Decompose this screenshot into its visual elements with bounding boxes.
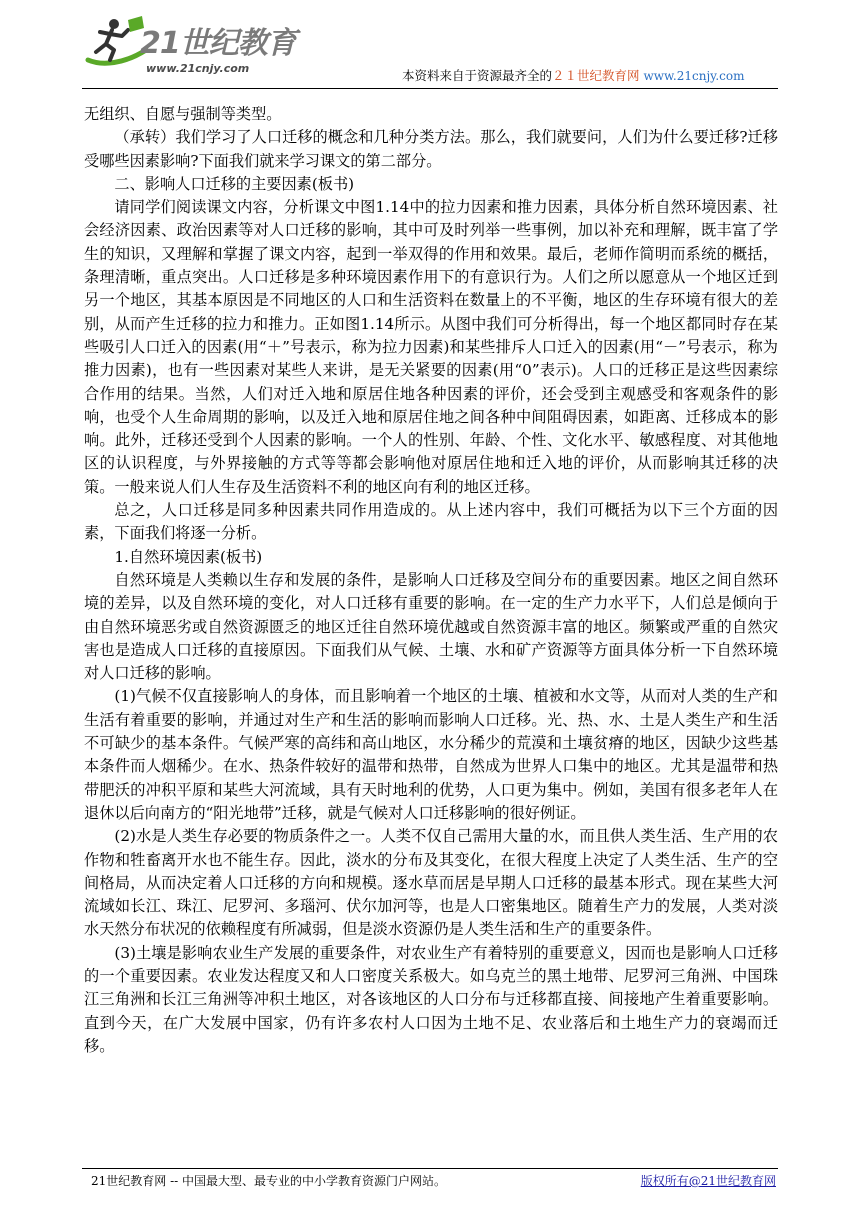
footer-site-note: 21世纪教育网 -- 中国最大型、最专业的中小学教育资源门户网站。 [91, 1174, 447, 1188]
paragraph: （承转）我们学习了人口迁移的概念和几种分类方法。那么，我们就要问，人们为什么要迁移?迁移受哪些因素影响?下面我们就来学习课文的第二部分。 [84, 128, 778, 170]
header-source-note [402, 66, 744, 84]
paragraph: 自然环境是人类赖以生存和发展的条件，是影响人口迁移及空间分布的重要因素。地区之间自然环境的差异，以及自然环境的变化，对人口迁移有重要的影响。在一定的生产力水平下，人们总是倾向于由自然环境恶劣或自然资源匮乏的地区迁往自然环境优越或自然资源丰富的地区。频繁或严重的自然灾害也是造成人口迁移的直接原因。下面我们从气候、土壤、水和矿产资源等方面具体分析一下自然环境对人口迁移的影响。 [84, 570, 778, 683]
logo-url: www.21cnjy.com [146, 62, 250, 75]
page-header [0, 0, 860, 92]
header-brand-link[interactable]: ２１世纪教育网 [552, 68, 640, 83]
header-url-link[interactable]: www.21cnjy.com [643, 69, 745, 83]
paragraph: (3)土壤是影响农业生产发展的重要条件，对农业生产有着特别的重要意义，因而也是影响人口迁移的一个重要因素。农业发达程度又和人口密度关系极大。如乌克兰的黑土地带、尼罗河三角洲、中国珠江三角洲和长江三角洲等冲积土地区，对各该地区的人口分布与迁移都直接、间接地产生着重要影响。直到今天，在广大发展中国家，仍有许多农村人口因为土地不足、农业落后和土地生产力的衰竭而迁移。 [84, 943, 778, 1055]
document-body [84, 103, 778, 1058]
paragraph: 无组织、自愿与强制等类型。 [84, 105, 282, 123]
footer-divider [82, 1168, 778, 1169]
header-divider [82, 88, 778, 89]
paragraph: 总之，人口迁移是同多种因素共同作用造成的。从上述内容中，我们可概括为以下三个方面的因素，下面我们将逐一分析。 [84, 501, 778, 543]
paragraph: 请同学们阅读课文内容，分析课文中图1.14中的拉力因素和推力因素，具体分析自然环境因素、社会经济因素、政治因素等对人口迁移的影响，其中可及时列举一些事例，加以补充和理解，既丰富了学生的知识，又理解和掌握了课文内容，起到一举双得的作用和效果。最后，老师作简明而系统的概括，条理清晰，重点突出。人口迁移是多种环境因素作用下的有意识行为。人们之所以愿意从一个地区迁到另一个地区，其基本原因是不同地区的人口和生活资料在数量上的不平衡，地区的生存环境有很大的差别，从而产生迁移的拉力和推力。正如图1.14所示。从图中我们可分析得出，每一个地区都同时存在某些吸引人口迁入的因素(用“＋”号表示，称为拉力因素)和某些排斥人口迁入的因素(用“－”号表示，称为推力因素)，也有一些因素对某些人来讲，是无关紧要的因素(用“0”表示)。人口的迁移正是这些因素综合作用的结果。当然，人们对迁入地和原居住地各种因素的评价，还会受到主观感受和客观条件的影响，也受个人生命周期的影响，以及迁入地和原居住地之间各种中间阻碍因素，如距离、迁移成本的影响。此外，迁移还受到个人因素的影响。一个人的性别、年龄、个性、文化水平、敏感程度、对其他地区的认识程度，与外界接触的方式等等都会影响他对原居住地和迁入地的评价，从而影响其迁移的决策。一般来说人们人生存及生活资料不利的地区向有利的地区迁移。 [84, 198, 778, 496]
paragraph: (1)气候不仅直接影响人的身体，而且影响着一个地区的土壤、植被和水文等，从而对人类的生产和生活有着重要的影响，并通过对生产和生活的影响而影响人口迁移。光、热、水、土是人类生产和生活不可缺少的基本条件。气候严寒的高纬和高山地区，水分稀少的荒漠和土壤贫瘠的地区，因缺少这些基本条件而人烟稀少。在水、热条件较好的温带和热带，自然成为世界人口集中的地区。尤其是温带和热带肥沃的冲积平原和某些大河流域，具有天时地利的优势，人口更为集中。例如，美国有很多老年人在退休以后向南方的“阳光地带”迁移，就是气候对人口迁移影响的很好例证。 [84, 687, 778, 822]
logo-text: 21世纪教育 [140, 26, 296, 61]
header-note-prefix: 本资料来自于资源最齐全的 [402, 68, 553, 83]
paragraph: (2)水是人类生存必要的物质条件之一。人类不仅自己需用大量的水，而且供人类生活、生产用的农作物和牲畜离开水也不能生存。因此，淡水的分布及其变化，在很大程度上决定了人类生活、生产的空间格局，从而决定着人口迁移的方向和规模。逐水草而居是早期人口迁移的最基本形式。现在某些大河流域如长江、珠江、尼罗河、多瑙河、伏尔加河等，也是人口密集地区。随着生产力的发展，人类对淡水天然分布状况的依赖程度有所减弱，但是淡水资源仍是人类生活和生产的重要条件。 [84, 827, 778, 939]
footer-copyright-link[interactable]: 版权所有@21世纪教育网 [640, 1174, 776, 1188]
subsection-heading: 1.自然环境因素(板书) [114, 547, 263, 566]
site-logo[interactable] [84, 14, 294, 80]
section-heading: 二、影响人口迁移的主要因素(板书) [114, 174, 355, 193]
